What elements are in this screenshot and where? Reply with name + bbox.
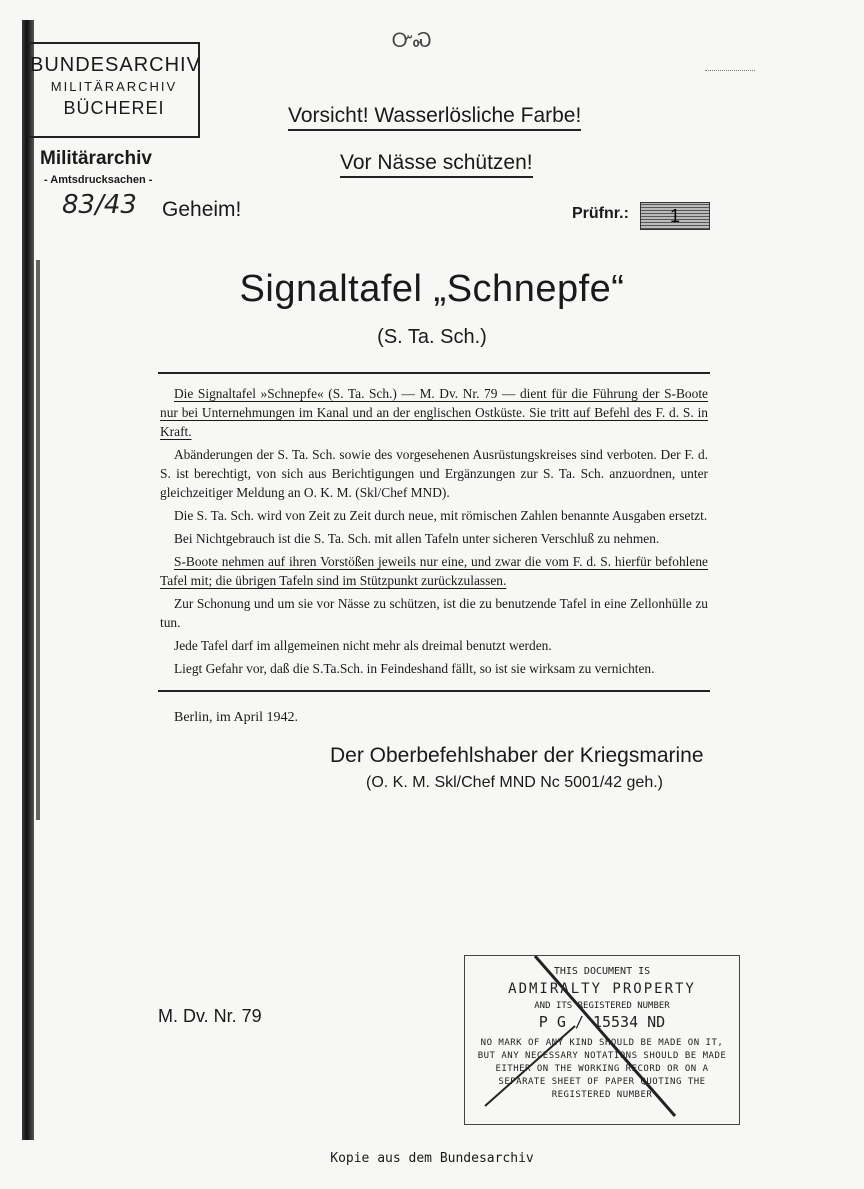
handwritten-mark: ᏅᏍ <box>392 30 432 52</box>
document-subtitle: (S. Ta. Sch.) <box>377 326 487 348</box>
paragraph: Bei Nichtgebrauch ist die S. Ta. Sch. mit allen Tafeln unter sicheren Verschluß zu nehmen. <box>174 531 660 546</box>
admiralty-line: AND ITS REGISTERED NUMBER <box>534 1001 670 1011</box>
warning-water-soluble: Vorsicht! Wasserlösliche Farbe! <box>288 104 581 131</box>
admiralty-notice: NO MARK OF ANY KIND SHOULD BE MADE ON IT, BUT ANY NECESSARY NOTATIONS SHOULD BE MADE EITHER ON THE WORKING RECORD OR ON A SEPARATE SHEET OF PAPER QUOTING THE REGISTERED NUMBER <box>477 1038 727 1100</box>
archive-stamp-line: BUNDESARCHIV <box>30 54 201 76</box>
divider-bottom <box>158 690 710 692</box>
admiralty-line: P G / 15534 ND <box>538 1013 666 1031</box>
admiralty-stamp <box>464 955 740 1125</box>
paragraph: Zur Schonung und um sie vor Nässe zu schützen, ist die zu benutzende Tafel in eine Zellonhülle zu tun. <box>160 596 708 630</box>
divider-top <box>158 372 710 374</box>
cross-out-mark <box>465 956 739 1124</box>
document-number: M. Dv. Nr. 79 <box>158 1006 262 1026</box>
paragraph: Liegt Gefahr vor, daß die S.Ta.Sch. in Feindeshand fällt, so ist sie wirksam zu vernichten. <box>174 661 655 676</box>
paragraph: Abänderungen der S. Ta. Sch. sowie des vorgesehenen Ausrüstungskreises sind verboten. Der F. d. S. ist berechtigt, von sich aus Berichtigungen und Ergänzungen zur S. Ta. Sch. anzuordnen, unter gleichzeitiger Meldung an O. K. M. (Skl/Chef MND). <box>160 447 708 500</box>
pruef-label: Prüfnr.: <box>572 205 629 222</box>
reference-number: 83/43 <box>62 190 137 220</box>
paragraph: Die S. Ta. Sch. wird von Zeit zu Zeit durch neue, mit römischen Zahlen benannte Ausgaben ersetzt. <box>174 508 708 523</box>
amtsdrucksachen-label: - Amtsdrucksachen - <box>44 174 153 186</box>
admiralty-line: ADMIRALTY PROPERTY <box>508 981 696 997</box>
paragraph: S-Boote nehmen auf ihren Vorstößen jeweils nur eine, und zwar die vom F. d. S. hierfür befohlene Tafel mit; die übrigen Tafeln sind im Stützpunkt zurückzulassen. <box>160 554 708 588</box>
warning-keep-dry: Vor Nässe schützen! <box>340 151 533 178</box>
pruef-number: 1 <box>640 202 710 230</box>
archive-stamp <box>28 42 200 138</box>
signature-title: Der Oberbefehlshaber der Kriegsmarine <box>330 744 704 767</box>
place-date: Berlin, im April 1942. <box>174 710 299 725</box>
paragraph: Jede Tafel darf im allgemeinen nicht mehr als dreimal benutzt werden. <box>174 638 552 653</box>
footer-copy-note: Kopie aus dem Bundesarchiv <box>330 1151 534 1166</box>
scan-artifact <box>705 70 755 71</box>
admiralty-line: THIS DOCUMENT IS <box>553 966 651 977</box>
document-body <box>160 384 708 682</box>
signature-reference: (O. K. M. Skl/Chef MND Nc 5001/42 geh.) <box>366 774 663 791</box>
document-title: Signaltafel „Schnepfe“ <box>239 268 625 310</box>
archive-stamp-line: MILITÄRARCHIV <box>50 79 178 94</box>
archive-stamp-line: BÜCHEREI <box>63 98 165 118</box>
classification-label: Geheim! <box>162 198 242 221</box>
militaerarchiv-label: Militärarchiv <box>40 148 152 169</box>
binding-shadow <box>22 20 34 1140</box>
paragraph: Die Signaltafel »Schnepfe« (S. Ta. Sch.) — M. Dv. Nr. 79 — dient für die Führung der S-Boote nur bei Unternehmungen im Kanal und an der englischen Ostküste. Sie tritt auf Befehl des F. d. S. in Kraft. <box>160 386 708 439</box>
